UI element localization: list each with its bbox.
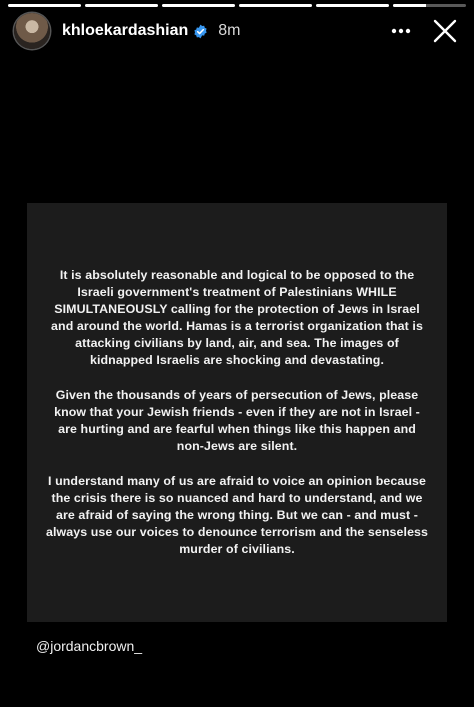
progress-segment xyxy=(393,4,466,7)
close-button[interactable] xyxy=(430,16,460,46)
more-options-button[interactable] xyxy=(386,16,416,46)
more-horizontal-icon xyxy=(391,28,411,34)
username[interactable]: khloekardashian xyxy=(62,22,189,39)
avatar[interactable] xyxy=(14,13,50,49)
progress-segment xyxy=(85,4,158,7)
story-text-card xyxy=(27,203,447,622)
mention-tag[interactable]: @jordancbrown_ xyxy=(36,638,143,654)
progress-segment xyxy=(162,4,235,7)
progress-segment xyxy=(8,4,81,7)
statement-paragraph: I understand many of us are afraid to voice an opinion because the crisis there is so nuanced and hard to understand, and we are afraid of saying the wrong thing. But we can - and must - always use our voices to denounce terrorism and the senseless murder of civilians. xyxy=(45,474,429,556)
progress-segment xyxy=(316,4,389,7)
story-header xyxy=(14,12,460,50)
close-icon xyxy=(433,19,457,43)
story-progress-bar xyxy=(8,4,466,7)
statement-paragraph: It is absolutely reasonable and logical to be opposed to the Israeli government's treatment of Palestinians WHILE SIMULTANEOUSLY calling for the protection of Jews in Israel and around the world. Hamas is a terrorist organization that is attacking civilians by land, air, and sea. The images of kidnapped Israelis are shocking and devastating. xyxy=(51,268,423,367)
verified-badge-icon xyxy=(193,24,208,39)
statement-paragraph: Given the thousands of years of persecution of Jews, please know that your Jewish friends - even if they are not in Israel - are hurting and are fearful when things like this happen and non-Jews are silent. xyxy=(54,388,420,453)
progress-segment xyxy=(239,4,312,7)
story-timestamp: 8m xyxy=(218,22,241,39)
